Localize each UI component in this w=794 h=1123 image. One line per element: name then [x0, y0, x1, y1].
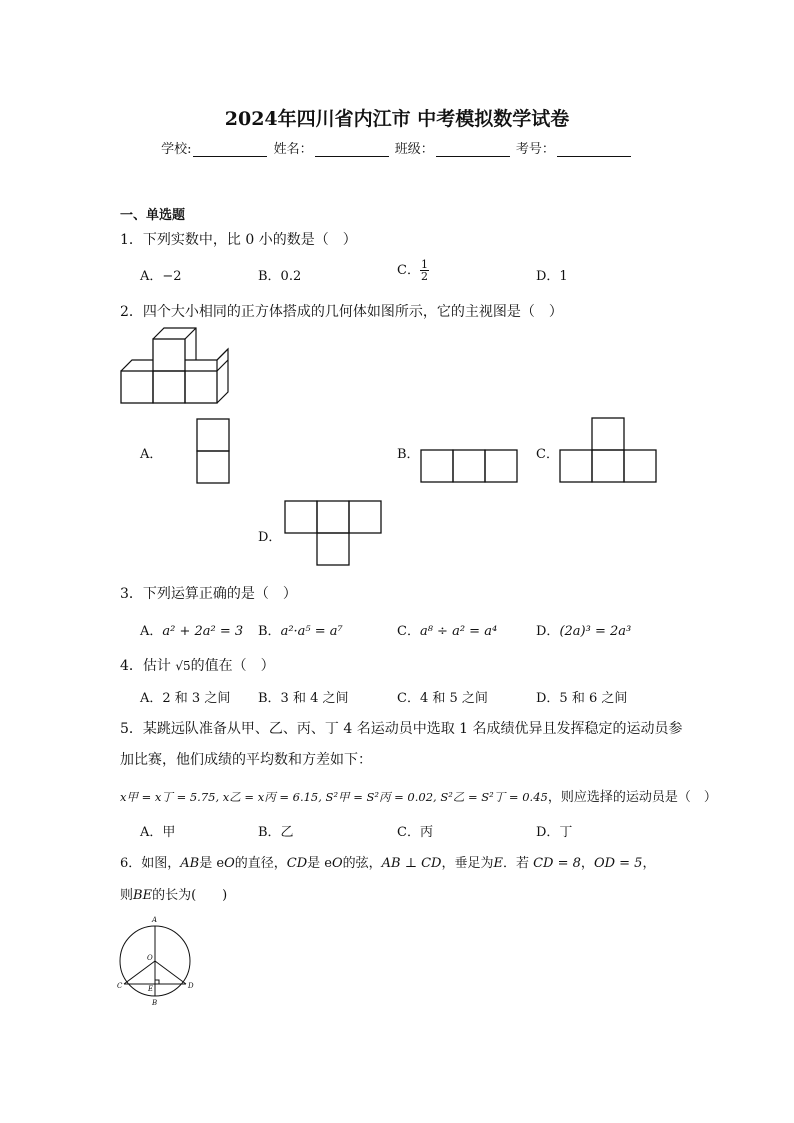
- q4-option-d: D．5 和 6 之间: [536, 691, 628, 706]
- label-d: D: [188, 982, 194, 990]
- exam-no-label: 考号：: [515, 142, 555, 157]
- class-blank[interactable]: [436, 144, 510, 157]
- school-label: 学校:: [161, 142, 192, 157]
- class-label: 班级：: [394, 142, 434, 157]
- label-o: O: [147, 954, 153, 962]
- q6-e: E: [493, 856, 503, 871]
- q3-option-c: [397, 620, 497, 639]
- q1-fraction: [420, 259, 429, 282]
- q2-option-d-figure: [284, 500, 383, 566]
- q6-ab: AB: [180, 856, 200, 871]
- q6-o2: O: [331, 856, 343, 871]
- q5-option-b: B．乙: [258, 825, 294, 840]
- q3-option-d-expr: (2a)³ = 2a³: [559, 624, 632, 639]
- q6-text-4: 是 e: [307, 856, 332, 871]
- q4-option-a: A．2 和 3 之间: [140, 691, 231, 706]
- q6-stem-line1: [120, 852, 655, 871]
- q3-option-c-label: C．: [397, 624, 420, 639]
- q2-option-a: A．: [140, 447, 163, 462]
- q5-formula: x甲 = x丁 = 5.75, x乙 = x丙 = 6.15, S²甲 = S²丙 = 0.02, S²乙 = S²丁 = 0.45: [120, 790, 548, 804]
- q2-option-c-figure: [559, 417, 658, 483]
- q6-text-3: 的直径，: [234, 856, 287, 871]
- q3-option-a-label: A．: [140, 624, 163, 639]
- q6-stem-line2: [120, 884, 227, 903]
- q3-option-a: [140, 620, 243, 639]
- q4-option-b: B．3 和 4 之间: [258, 691, 349, 706]
- q6-cd: CD: [286, 856, 308, 871]
- q4-stem-end: 的值在（ ）: [190, 658, 275, 674]
- q6-text-9: 的长为( ): [152, 888, 228, 903]
- q4-option-c: C．4 和 5 之间: [397, 691, 488, 706]
- label-e: E: [148, 985, 154, 993]
- q2-option-d: D．: [258, 530, 282, 545]
- student-info-line: [0, 138, 794, 157]
- q3-option-d: [536, 620, 631, 639]
- q2-option-a-figure: [196, 418, 230, 484]
- label-a: A: [152, 916, 158, 924]
- q5-option-a: A．甲: [140, 825, 176, 840]
- q6-text-6: ，垂足为: [441, 856, 494, 871]
- q5-stem-line1: 5．某跳远队准备从甲、乙、丙、丁 4 名运动员中选取 1 名成绩优异且发挥稳定的运动员参: [120, 721, 683, 737]
- fraction-denominator: 2: [420, 270, 428, 283]
- q5-formula-line: [120, 786, 717, 805]
- q3-option-b-expr: a²·a⁵ = a⁷: [280, 624, 343, 639]
- q1-option-c-label: C．: [397, 263, 420, 278]
- q3-option-b: [258, 620, 343, 639]
- q6-cd8: CD = 8: [533, 856, 581, 871]
- q5-option-d: D．丁: [536, 825, 573, 840]
- q6-be: BE: [133, 888, 153, 903]
- label-b: B: [152, 999, 158, 1007]
- q3-option-c-expr: a⁸ ÷ a² = a⁴: [419, 624, 498, 639]
- q1-stem: 1．下列实数中，比 0 小的数是（ ）: [120, 232, 357, 248]
- q2-stem: 2．四个大小相同的正方体搭成的几何体如图所示，它的主视图是（ ）: [120, 304, 563, 320]
- q6-text-8: 则: [120, 888, 134, 903]
- fraction-numerator: 1: [420, 258, 428, 271]
- school-blank[interactable]: [193, 144, 267, 157]
- q3-option-a-expr: a² + 2a² = 3: [162, 624, 244, 639]
- name-label: 姓名：: [273, 142, 313, 157]
- q1-option-c: [397, 259, 429, 282]
- q1-option-b: B．0.2: [258, 269, 302, 284]
- q1-option-a: A．−2: [140, 269, 182, 284]
- q6-o1: O: [224, 856, 235, 871]
- label-c: C: [117, 982, 123, 990]
- q5-stem-line2: 加比赛，他们成绩的平均数和方差如下：: [120, 752, 372, 768]
- q6-comma: ，: [580, 856, 594, 871]
- q2-option-c: C．: [536, 447, 559, 462]
- q6-text-1: 6．如图，: [120, 856, 181, 871]
- q2-option-b: B．: [397, 447, 420, 462]
- q6-circle-figure: [114, 914, 198, 1006]
- q6-text-2: 是 e: [199, 856, 225, 871]
- q2-cube-figure: [120, 328, 232, 408]
- q4-stem: [120, 655, 275, 675]
- q3-option-b-label: B．: [258, 624, 281, 639]
- q2-option-b-figure: [420, 449, 519, 483]
- q3-option-d-label: D．: [536, 624, 560, 639]
- page-title: 2024年四川省内江市 中考模拟数学试卷: [224, 108, 570, 130]
- q5-option-c: C．丙: [397, 825, 433, 840]
- q3-stem: 3．下列运算正确的是（ ）: [120, 586, 297, 602]
- exam-no-blank[interactable]: [557, 144, 631, 157]
- q6-text-7: ．若: [502, 856, 534, 871]
- q6-perp: AB ⊥ CD: [381, 856, 442, 871]
- q6-text-5: 的弦，: [342, 856, 382, 871]
- q6-end: ，: [642, 856, 656, 871]
- q1-option-d: D．1: [536, 269, 568, 284]
- q5-formula-tail: ，则应选择的运动员是（ ）: [547, 790, 717, 805]
- q4-radical: √5: [175, 659, 191, 673]
- name-blank[interactable]: [315, 144, 389, 157]
- section-heading: 一、单选题: [120, 208, 186, 223]
- q6-od5: OD = 5: [593, 856, 643, 871]
- q4-stem-start: 4．估计: [120, 658, 176, 674]
